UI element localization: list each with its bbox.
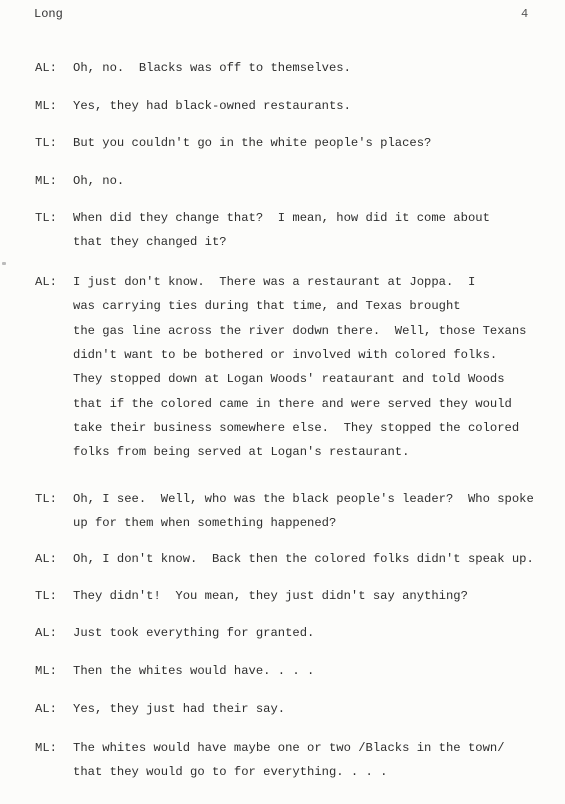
speaker-label: TL: <box>35 136 57 150</box>
dialogue-line: up for them when something happened? <box>73 516 337 531</box>
dialogue-line: that they changed it? <box>73 235 227 250</box>
dialogue-line: They stopped down at Logan Woods' reataurant and told Woods <box>73 372 505 387</box>
dialogue-line: They didn't! You mean, they just didn't say anything? <box>73 589 468 603</box>
speaker-label: ML: <box>35 741 57 755</box>
speaker-label: ML: <box>35 99 57 113</box>
speaker-label: TL: <box>35 211 57 225</box>
dialogue-line: the gas line across the river dodwn there. Well, those Texans <box>73 323 527 338</box>
speaker-label: TL: <box>35 589 57 603</box>
dialogue-line: Yes, they had black-owned restaurants. <box>73 99 351 113</box>
dialogue-line: Then the whites would have. . . . <box>73 664 315 678</box>
dialogue-line: Oh, no. Blacks was off to themselves. <box>73 61 351 75</box>
speaker-label: ML: <box>35 664 57 678</box>
page-number: 4 <box>521 7 529 21</box>
dialogue-line: Yes, they just had their say. <box>73 702 286 716</box>
speaker-label: AL: <box>35 61 57 75</box>
header-name: Long <box>34 7 63 21</box>
dialogue-line: The whites would have maybe one or two /Blacks in the town/ <box>73 741 505 755</box>
dialogue-line: was carrying ties during that time, and Texas brought <box>73 299 461 314</box>
dialogue-line: But you couldn't go in the white people's places? <box>73 136 432 150</box>
speaker-label: TL: <box>35 492 57 506</box>
speaker-label: AL: <box>35 275 57 289</box>
dialogue-line: Oh, I see. Well, who was the black people's leader? Who spoke <box>73 492 534 506</box>
dialogue-line: folks from being served at Logan's restaurant. <box>73 445 410 460</box>
dialogue-line: Oh, no. <box>73 174 125 188</box>
dialogue-line: take their business somewhere else. They stopped the colored <box>73 420 520 435</box>
dialogue-line: Just took everything for granted. <box>73 626 315 640</box>
speaker-label: ML: <box>35 174 57 188</box>
speaker-label: AL: <box>35 702 57 716</box>
speaker-label: AL: <box>35 552 57 566</box>
dialogue-line: When did they change that? I mean, how did it come about <box>73 211 490 225</box>
dialogue-line: that they would go to for everything. . . . <box>73 765 388 780</box>
dialogue-line: that if the colored came in there and were served they would <box>73 396 512 411</box>
scan-mark <box>2 262 6 265</box>
dialogue-line: I just don't know. There was a restaurant at Joppa. I <box>73 275 476 289</box>
speaker-label: AL: <box>35 626 57 640</box>
dialogue-line: didn't want to be bothered or involved with colored folks. <box>73 347 498 362</box>
dialogue-line: Oh, I don't know. Back then the colored folks didn't speak up. <box>73 552 534 566</box>
